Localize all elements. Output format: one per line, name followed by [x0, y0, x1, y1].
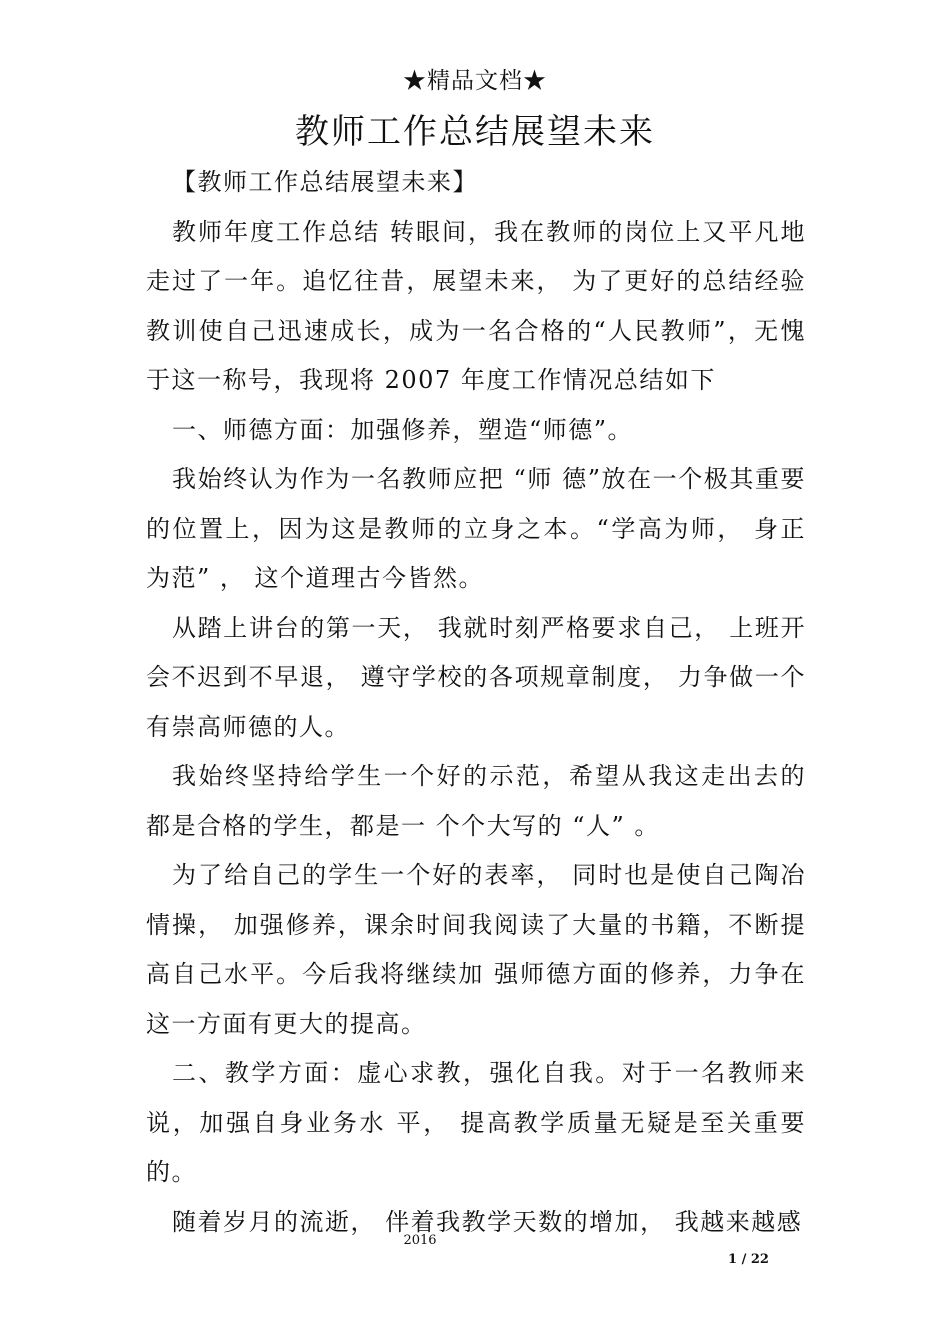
paragraph: 从踏上讲台的第一天， 我就时刻严格要求自己， 上班开会不迟到不早退， 遵守学校的各项规章制度， 力争做一个有崇高师德的人。: [146, 613, 806, 741]
document-body: [146, 158, 816, 1247]
paragraph: 随着岁月的流逝， 伴着我教学天数的增加， 我越来越感: [172, 1207, 803, 1236]
paragraph: 二、教学方面：虚心求教，强化自我。对于一名教师来说，加强自身业务水 平， 提高教学质量无疑是至关重要的。: [146, 1059, 806, 1186]
document-title: 教师工作总结展望未来: [295, 112, 655, 152]
paragraph: 为了给自己的学生一个好的表率， 同时也是使自己陶冶情操， 加强修养，课余时间我阅读了大量的书籍，不断提高自己水平。今后我将继续加 强师德方面的修养，力争在这一方面有更大的提高。: [146, 861, 806, 1038]
footer-year: 2016: [403, 1233, 437, 1248]
paragraph: 【教师工作总结展望未来】: [172, 168, 478, 196]
paragraph: 一、师德方面：加强修养，塑造“师德”。: [172, 415, 634, 444]
page-number: 1 / 22: [728, 1252, 769, 1267]
header-mark: ★精品文档★: [403, 68, 547, 94]
paragraph: 我始终坚持给学生一个好的示范，希望从我这走出去的都是合格的学生，都是一 个个大写的 “人” 。: [146, 762, 806, 840]
paragraph: 教师年度工作总结 转眼间，我在教师的岗位上又平凡地走过了一年。追忆往昔，展望未来， 为了更好的总结经验教训使自己迅速成长，成为一名合格的“人民教师”，无愧 于这一称号，我现将 2007 年度工作情况总结如下: [146, 217, 816, 394]
paragraph: 我始终认为作为一名教师应把 “师 德”放在一个极其重要的位置上，因为这是教师的立身之本。“学高为师， 身正为范” ， 这个道理古今皆然。: [146, 465, 806, 592]
